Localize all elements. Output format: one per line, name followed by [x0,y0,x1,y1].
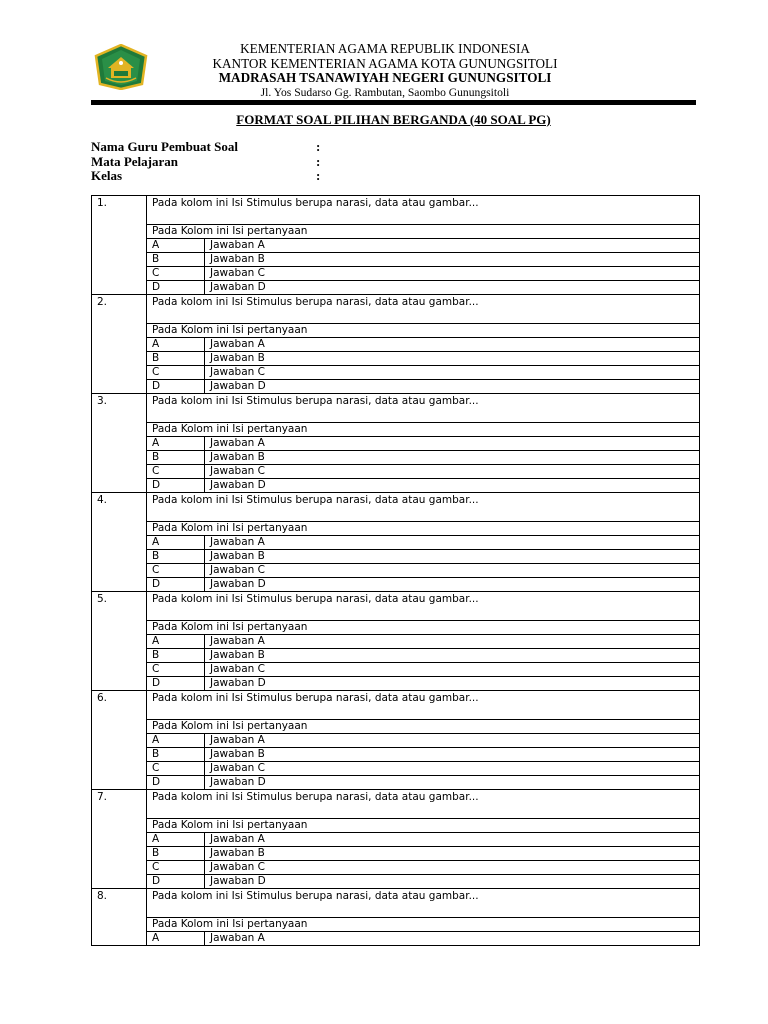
option-row [92,536,700,550]
question-stimulus-row [92,295,700,324]
question-number-cell [92,380,147,394]
option-key: D [147,776,205,790]
question-number-cell [92,366,147,380]
option-text: Jawaban D [205,281,700,295]
question-stimulus: Pada kolom ini Isi Stimulus berupa narasi, data atau gambar... [147,394,700,423]
option-row [92,550,700,564]
question-number-cell [92,875,147,889]
option-row [92,380,700,394]
question-number-cell [92,423,147,437]
option-text: Jawaban D [205,677,700,691]
question-table [91,195,700,946]
question-number-cell [92,578,147,592]
question-number-cell [92,550,147,564]
question-stimulus: Pada kolom ini Isi Stimulus berupa narasi, data atau gambar... [147,691,700,720]
option-text: Jawaban D [205,776,700,790]
question-prompt: Pada Kolom ini Isi pertanyaan [147,423,700,437]
option-key: D [147,875,205,889]
question-prompt: Pada Kolom ini Isi pertanyaan [147,918,700,932]
question-number-cell [92,649,147,663]
question-number-cell [92,677,147,691]
option-text: Jawaban D [205,875,700,889]
option-row [92,578,700,592]
question-number-cell [92,635,147,649]
question-stimulus-row [92,493,700,522]
option-text: Jawaban C [205,564,700,578]
question-table-body [92,196,700,946]
question-prompt-row [92,720,700,734]
option-row [92,437,700,451]
option-key: D [147,479,205,493]
question-number-cell [92,324,147,338]
question-number: 2. [92,295,147,324]
option-text: Jawaban A [205,239,700,253]
question-prompt-row [92,522,700,536]
option-row [92,564,700,578]
option-row [92,875,700,889]
meta-row-teacher [91,139,321,155]
question-stimulus: Pada kolom ini Isi Stimulus berupa narasi, data atau gambar... [147,592,700,621]
question-number-cell [92,861,147,875]
question-number-cell [92,281,147,295]
option-key: C [147,861,205,875]
option-row [92,734,700,748]
option-row [92,748,700,762]
option-key: A [147,437,205,451]
question-number-cell [92,833,147,847]
option-text: Jawaban C [205,861,700,875]
option-row [92,932,700,946]
option-text: Jawaban C [205,267,700,281]
option-key: D [147,380,205,394]
option-row [92,776,700,790]
option-text: Jawaban D [205,578,700,592]
question-stimulus-row [92,691,700,720]
question-stimulus: Pada kolom ini Isi Stimulus berupa narasi, data atau gambar... [147,295,700,324]
question-number-cell [92,536,147,550]
question-number-cell [92,734,147,748]
question-number-cell [92,663,147,677]
question-prompt: Pada Kolom ini Isi pertanyaan [147,621,700,635]
question-number-cell [92,748,147,762]
option-key: B [147,352,205,366]
question-number: 3. [92,394,147,423]
option-key: A [147,932,205,946]
question-number-cell [92,819,147,833]
option-row [92,267,700,281]
option-text: Jawaban A [205,833,700,847]
option-text: Jawaban C [205,366,700,380]
option-text: Jawaban A [205,635,700,649]
question-number-cell [92,437,147,451]
option-key: C [147,366,205,380]
option-row [92,635,700,649]
question-number-cell [92,451,147,465]
option-text: Jawaban C [205,762,700,776]
option-key: A [147,239,205,253]
option-text: Jawaban B [205,847,700,861]
option-key: C [147,267,205,281]
option-row [92,451,700,465]
question-number-cell [92,762,147,776]
option-row [92,861,700,875]
question-prompt: Pada Kolom ini Isi pertanyaan [147,819,700,833]
option-key: B [147,847,205,861]
question-stimulus-row [92,196,700,225]
question-prompt-row [92,918,700,932]
question-number: 4. [92,493,147,522]
option-key: D [147,677,205,691]
option-text: Jawaban C [205,465,700,479]
option-row [92,366,700,380]
meta-label: Kelas [91,168,123,183]
option-text: Jawaban A [205,734,700,748]
option-row [92,338,700,352]
question-number-cell [92,847,147,861]
option-row [92,847,700,861]
question-stimulus: Pada kolom ini Isi Stimulus berupa narasi, data atau gambar... [147,790,700,819]
option-key: D [147,578,205,592]
question-prompt: Pada Kolom ini Isi pertanyaan [147,225,700,239]
option-text: Jawaban A [205,437,700,451]
option-row [92,677,700,691]
question-prompt: Pada Kolom ini Isi pertanyaan [147,720,700,734]
option-key: C [147,762,205,776]
option-key: B [147,253,205,267]
ministry-line: KEMENTERIAN AGAMA REPUBLIK INDONESIA [240,41,530,56]
meta-colon: : [316,168,321,183]
option-text: Jawaban A [205,932,700,946]
question-number-cell [92,239,147,253]
school-name: MADRASAH TSANAWIYAH NEGERI GUNUNGSITOLI [218,70,552,85]
option-text: Jawaban B [205,748,700,762]
option-text: Jawaban C [205,663,700,677]
question-number: 6. [92,691,147,720]
option-text: Jawaban A [205,338,700,352]
option-key: A [147,635,205,649]
question-stimulus: Pada kolom ini Isi Stimulus berupa narasi, data atau gambar... [147,889,700,918]
question-number-cell [92,465,147,479]
option-text: Jawaban D [205,479,700,493]
question-number-cell [92,918,147,932]
option-key: B [147,451,205,465]
question-number-cell [92,522,147,536]
option-row [92,352,700,366]
question-stimulus: Pada kolom ini Isi Stimulus berupa narasi, data atau gambar... [147,196,700,225]
question-stimulus-row [92,889,700,918]
option-key: C [147,663,205,677]
question-number-cell [92,776,147,790]
question-prompt-row [92,819,700,833]
question-number-cell [92,720,147,734]
kemenag-logo-icon [94,44,148,90]
question-stimulus-row [92,592,700,621]
option-key: B [147,550,205,564]
question-number-cell [92,621,147,635]
question-number-cell [92,225,147,239]
option-text: Jawaban B [205,352,700,366]
meta-label: Nama Guru Pembuat Soal [91,139,238,154]
meta-colon: : [316,153,321,169]
meta-row-subject [91,153,321,170]
option-key: A [147,734,205,748]
question-number-cell [92,479,147,493]
question-number: 7. [92,790,147,819]
question-number-cell [92,253,147,267]
option-row [92,663,700,677]
question-stimulus-row [92,394,700,423]
question-prompt: Pada Kolom ini Isi pertanyaan [147,324,700,338]
document-title: FORMAT SOAL PILIHAN BERGANDA (40 SOAL PG) [236,112,551,127]
option-key: A [147,338,205,352]
question-number: 5. [92,592,147,621]
letterhead [150,42,620,100]
option-key: C [147,465,205,479]
question-stimulus: Pada kolom ini Isi Stimulus berupa narasi, data atau gambar... [147,493,700,522]
option-row [92,253,700,267]
option-text: Jawaban A [205,536,700,550]
option-key: A [147,536,205,550]
meta-colon: : [316,139,321,154]
question-number-cell [92,267,147,281]
question-number-cell [92,338,147,352]
option-row [92,649,700,663]
option-row [92,465,700,479]
question-stimulus-row [92,790,700,819]
question-number-cell [92,564,147,578]
question-prompt: Pada Kolom ini Isi pertanyaan [147,522,700,536]
option-text: Jawaban B [205,451,700,465]
option-key: A [147,833,205,847]
option-row [92,281,700,295]
option-key: B [147,649,205,663]
meta-label: Mata Pelajaran [91,153,179,169]
option-key: B [147,748,205,762]
office-line: KANTOR KEMENTERIAN AGAMA KOTA GUNUNGSITOLI [212,55,558,71]
school-address: Jl. Yos Sudarso Gg. Rambutan, Saombo Gunungsitoli [260,85,510,99]
option-text: Jawaban D [205,380,700,394]
option-row [92,833,700,847]
question-prompt-row [92,621,700,635]
option-key: C [147,564,205,578]
option-row [92,762,700,776]
option-row [92,239,700,253]
meta-row-class [91,168,321,184]
question-prompt-row [92,225,700,239]
question-prompt-row [92,324,700,338]
option-key: D [147,281,205,295]
option-text: Jawaban B [205,253,700,267]
meta-fields [91,139,321,184]
question-number: 1. [92,196,147,225]
option-row [92,479,700,493]
header-rule [91,100,696,105]
question-number-cell [92,932,147,946]
question-prompt-row [92,423,700,437]
question-number-cell [92,352,147,366]
question-number: 8. [92,889,147,918]
option-text: Jawaban B [205,550,700,564]
option-text: Jawaban B [205,649,700,663]
